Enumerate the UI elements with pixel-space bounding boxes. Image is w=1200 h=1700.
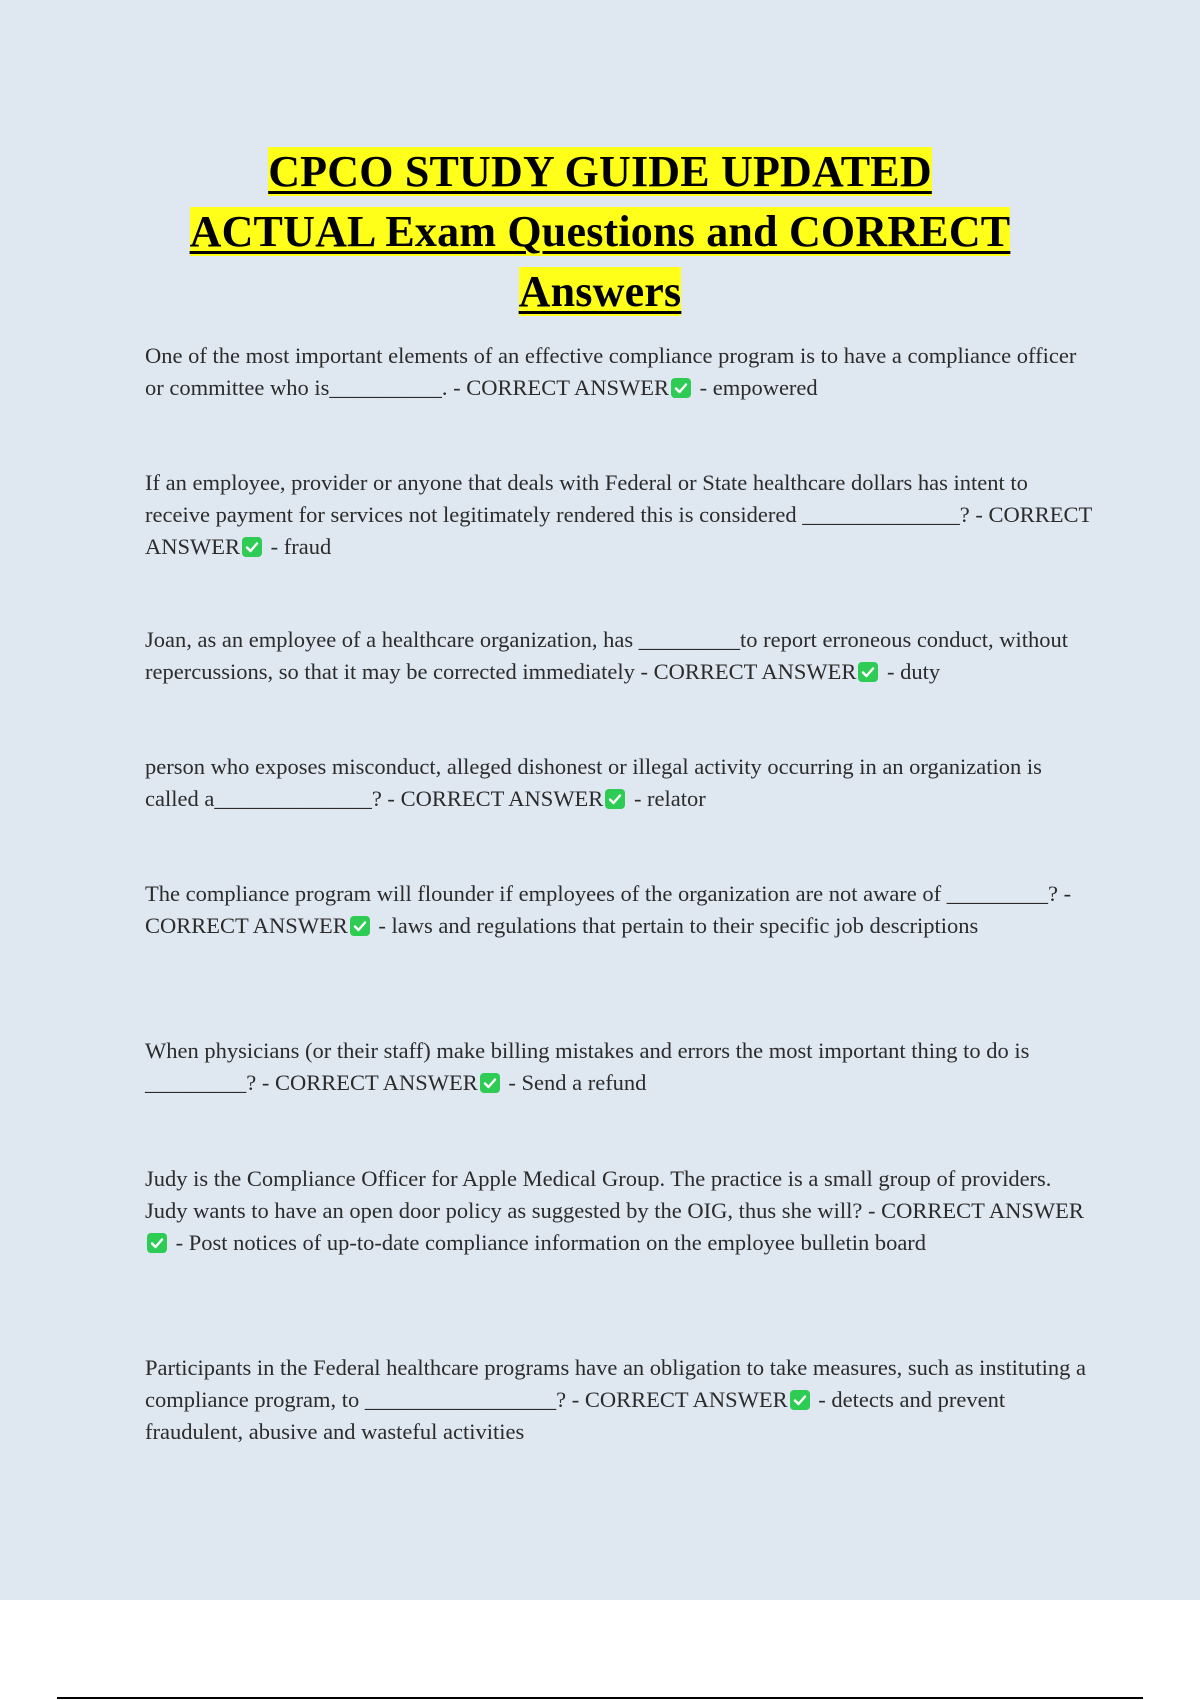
qa-item (145, 340, 1095, 404)
green-checkbox-icon (671, 378, 691, 398)
answer-label: CORRECT ANSWER (274, 1070, 478, 1095)
answer-label: CORRECT ANSWER (145, 913, 348, 938)
qa-item (145, 878, 1095, 942)
answer-label: CORRECT ANSWER (400, 786, 604, 811)
qa-item (145, 751, 1095, 815)
document-title (100, 142, 1100, 322)
question-text: Judy is the Compliance Officer for Apple Medical Group. The practice is a small group of providers. Judy wants to have an open door policy as suggested by the OIG, thus she will? - (145, 1166, 1052, 1223)
qa-item (145, 1163, 1095, 1259)
green-checkbox-icon (350, 916, 370, 936)
question-text: Participants in the Federal healthcare programs have an obligation to take measures, such as instituting a compliance program, to _________________? - (145, 1355, 1086, 1412)
qa-item (145, 1352, 1095, 1448)
question-text: One of the most important elements of an effective compliance program is to have a compliance officer or committee who is__________. - (145, 343, 1077, 400)
answer-text: - Send a refund (502, 1070, 647, 1095)
title-line: CPCO STUDY GUIDE UPDATED (268, 147, 932, 196)
answer-text: - empowered (693, 375, 818, 400)
question-text: person who exposes misconduct, alleged dishonest or illegal activity occurring in an organization is called a______________? - (145, 754, 1042, 811)
green-checkbox-icon (242, 537, 262, 557)
answer-label: CORRECT ANSWER (881, 1198, 1084, 1223)
green-checkbox-icon (858, 662, 878, 682)
answer-text: - detects and prevent fraudulent, abusive and wasteful activities (145, 1387, 1006, 1444)
footer-divider (57, 1697, 1143, 1699)
answer-text: - laws and regulations that pertain to their specific job descriptions (372, 913, 979, 938)
qa-item (145, 1035, 1095, 1099)
answer-text: - relator (628, 786, 706, 811)
green-checkbox-icon (480, 1073, 500, 1093)
title-line: ACTUAL Exam Questions and CORRECT (189, 207, 1011, 256)
answer-label: CORRECT ANSWER (584, 1387, 788, 1412)
green-checkbox-icon (605, 789, 625, 809)
green-checkbox-icon (790, 1390, 810, 1410)
qa-item (145, 624, 1095, 688)
question-text: The compliance program will flounder if employees of the organization are not aware of _________? - (145, 881, 1072, 906)
green-checkbox-icon (147, 1233, 167, 1253)
question-text: Joan, as an employee of a healthcare organization, has _________to report erroneous conduct, without repercussions, so that it may be corrected immediately - (145, 627, 1069, 684)
answer-label: CORRECT ANSWER (466, 375, 669, 400)
answer-label: CORRECT ANSWER (653, 659, 857, 684)
question-text: When physicians (or their staff) make billing mistakes and errors the most important thing to do is _________? - (145, 1038, 1030, 1095)
answer-label: CORRECT ANSWER (145, 502, 1092, 559)
answer-text: - fraud (265, 534, 332, 559)
question-text: If an employee, provider or anyone that deals with Federal or State healthcare dollars has intent to receive payment for services not legitimately rendered this is considered ______________? - (145, 470, 1028, 527)
title-line: Answers (518, 267, 682, 316)
answer-text: - Post notices of up-to-date compliance information on the employee bulletin board (170, 1230, 927, 1255)
qa-item (145, 467, 1095, 563)
answer-text: - duty (881, 659, 941, 684)
